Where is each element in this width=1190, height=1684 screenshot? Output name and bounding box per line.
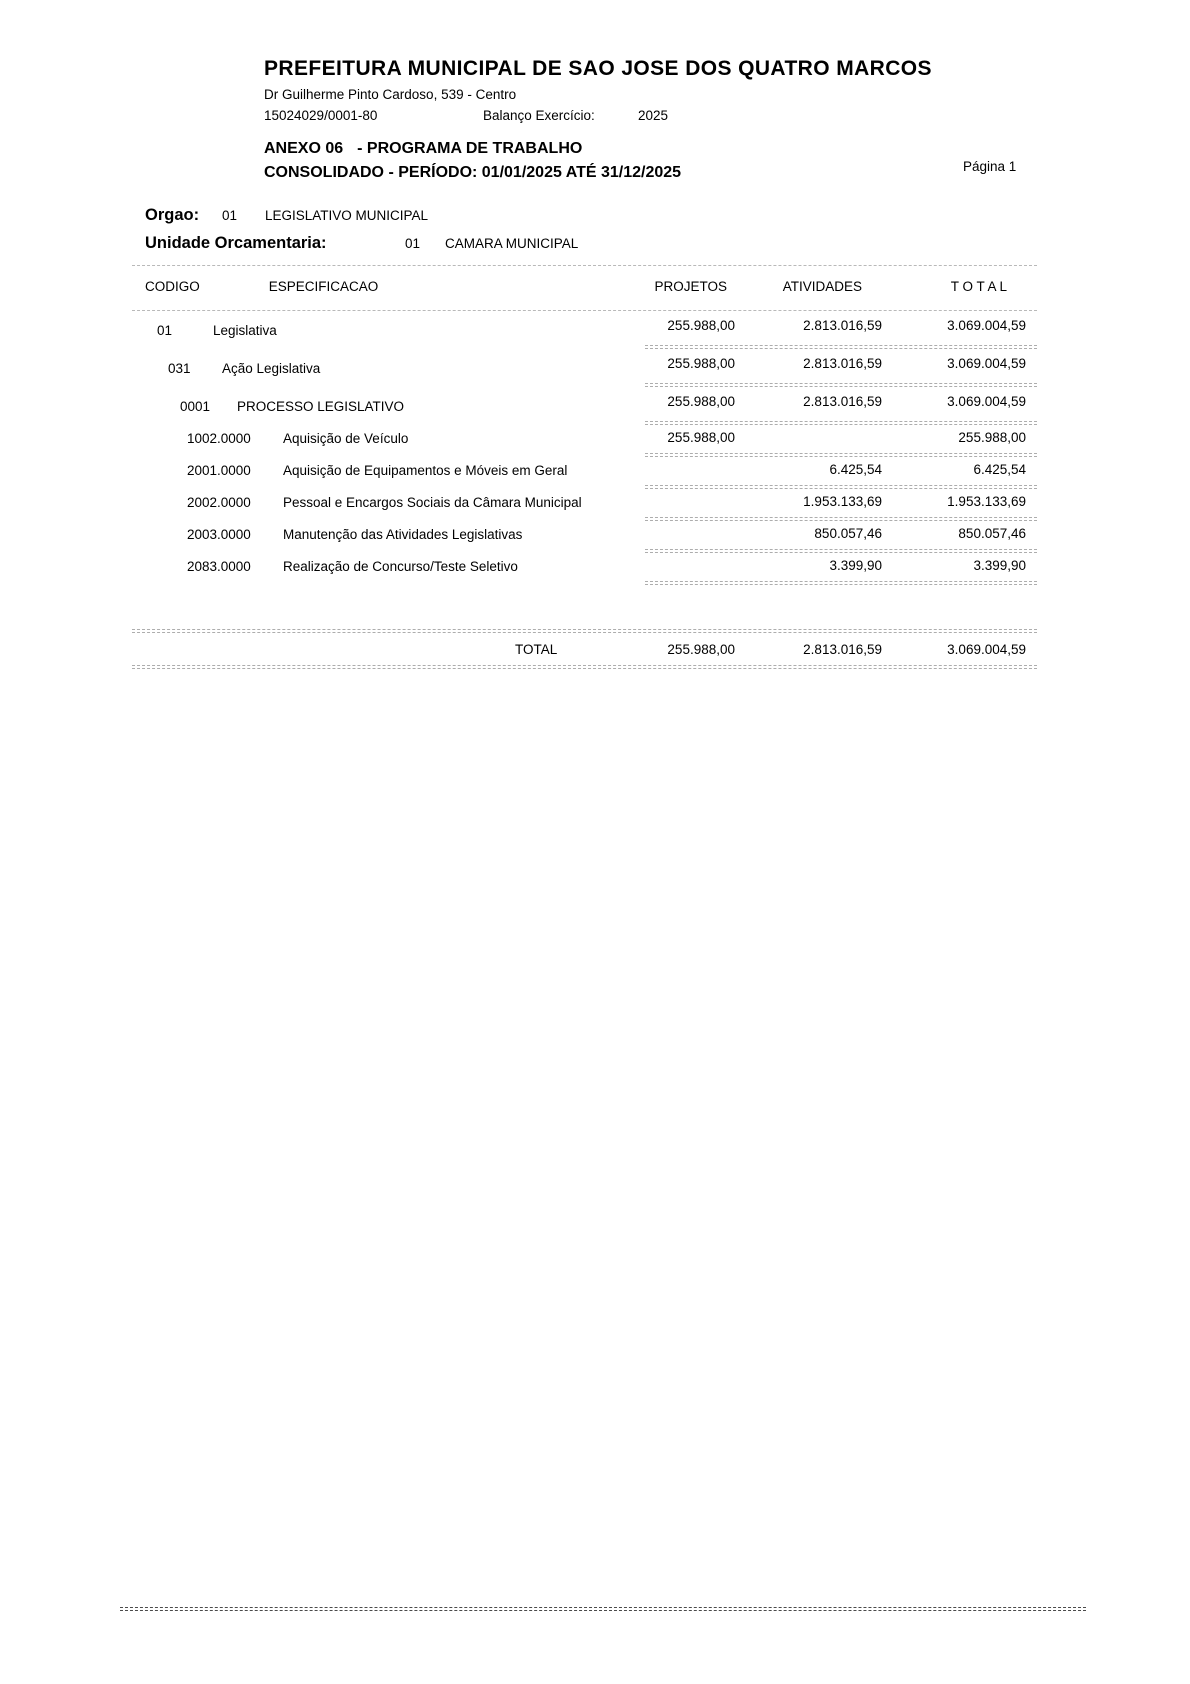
- organ-label: Orgao:: [145, 206, 200, 224]
- table-row: [145, 463, 1037, 483]
- row-separator: [645, 517, 1037, 521]
- table-row: [145, 495, 1037, 515]
- budget-unit-line: [145, 234, 1037, 253]
- total-label: TOTAL: [515, 642, 558, 657]
- separator-line: [132, 310, 1037, 311]
- row-projetos: 255.988,00: [667, 394, 735, 409]
- total-row: [145, 642, 1037, 662]
- column-header-total: T O T A L: [950, 279, 1007, 294]
- row-spec: PROCESSO LEGISLATIVO: [237, 399, 405, 414]
- total-atividades: 2.813.016,59: [803, 642, 882, 657]
- row-projetos: 255.988,00: [667, 356, 735, 371]
- row-label: [145, 323, 555, 343]
- total-separator-bottom: [132, 665, 1037, 669]
- registration-line: [264, 108, 1054, 123]
- row-projetos: [555, 494, 735, 514]
- column-header-especificacao: ESPECIFICACAO: [268, 279, 379, 294]
- row-total: 6.425,54: [973, 462, 1026, 477]
- budget-unit-code: 01: [405, 236, 421, 251]
- row-label: [145, 399, 555, 419]
- row-code: 0001: [180, 399, 211, 414]
- budget-unit-name: CAMARA MUNICIPAL: [445, 236, 579, 251]
- table-header-row: [145, 279, 1037, 296]
- row-atividades: 1.953.133,69: [803, 494, 882, 509]
- row-atividades: 2.813.016,59: [803, 356, 882, 371]
- row-projetos: [555, 526, 735, 546]
- row-atividades: 6.425,54: [829, 462, 882, 477]
- table-row: [145, 394, 1037, 419]
- page-number: Página 1: [963, 159, 1017, 174]
- row-spec: Realização de Concurso/Teste Seletivo: [283, 559, 518, 574]
- report-header: [264, 57, 1054, 182]
- row-spec: Ação Legislativa: [222, 361, 321, 376]
- table-row: [145, 431, 1037, 451]
- organ-code: 01: [222, 208, 238, 223]
- table-row: [145, 527, 1037, 547]
- row-total: 850.057,46: [958, 526, 1026, 541]
- row-label: [145, 527, 555, 547]
- row-label: [145, 495, 582, 515]
- row-projetos: [555, 462, 735, 482]
- table-header-labels: [145, 279, 555, 296]
- work-program-table: [145, 265, 1037, 669]
- row-projetos: 255.988,00: [667, 430, 735, 445]
- row-code: 1002.0000: [187, 431, 251, 446]
- row-code: 2003.0000: [187, 527, 251, 542]
- municipality-title: PREFEITURA MUNICIPAL DE SAO JOSE DOS QUATRO MARCOS: [264, 57, 932, 80]
- column-header-projetos: PROJETOS: [654, 279, 727, 294]
- row-total: 1.953.133,69: [947, 494, 1026, 509]
- separator-line: [132, 265, 1037, 266]
- row-label: [145, 361, 555, 381]
- row-atividades: [735, 430, 882, 450]
- row-total: 255.988,00: [958, 430, 1026, 445]
- column-header-codigo: CODIGO: [145, 279, 200, 294]
- balance-exercise-year: 2025: [638, 108, 669, 123]
- organ-name: LEGISLATIVO MUNICIPAL: [265, 208, 429, 223]
- row-code: 2002.0000: [187, 495, 251, 510]
- total-label-cell: [145, 642, 558, 662]
- row-code: 031: [168, 361, 191, 376]
- annex-title: - PROGRAMA DE TRABALHO: [357, 140, 583, 157]
- row-separator: [645, 453, 1037, 457]
- row-label: [145, 431, 555, 451]
- municipality-address: Dr Guilherme Pinto Cardoso, 539 - Centro: [264, 87, 517, 102]
- row-spec: Aquisição de Equipamentos e Móveis em Geral: [283, 463, 568, 478]
- row-separator: [645, 581, 1037, 585]
- row-projetos: [555, 558, 735, 578]
- row-total: 3.069.004,59: [947, 356, 1026, 371]
- row-projetos: 255.988,00: [667, 318, 735, 333]
- table-row: [145, 356, 1037, 381]
- row-atividades: 850.057,46: [814, 526, 882, 541]
- row-label: [145, 559, 555, 579]
- row-total: 3.069.004,59: [947, 318, 1026, 333]
- table-row: [145, 318, 1037, 343]
- row-spec: Pessoal e Encargos Sociais da Câmara Municipal: [283, 495, 582, 510]
- period-line: CONSOLIDADO - PERÍODO: 01/01/2025 ATÉ 31/12/2025: [264, 164, 682, 181]
- total-separator-top: [132, 629, 1037, 633]
- row-separator: [645, 345, 1037, 349]
- row-code: 2083.0000: [187, 559, 251, 574]
- column-header-atividades: ATIVIDADES: [782, 279, 862, 294]
- row-code: 2001.0000: [187, 463, 251, 478]
- organ-block: [145, 206, 1037, 253]
- registration-number: 15024029/0001-80: [264, 108, 378, 123]
- annex-label: ANEXO 06: [264, 140, 344, 157]
- total-projetos: 255.988,00: [667, 642, 735, 657]
- row-atividades: 3.399,90: [829, 558, 882, 573]
- row-spec: Aquisição de Veículo: [283, 431, 409, 446]
- table-row: [145, 559, 1037, 579]
- row-atividades: 2.813.016,59: [803, 318, 882, 333]
- row-spec: Manutenção das Atividades Legislativas: [283, 527, 523, 542]
- row-separator: [645, 549, 1037, 553]
- row-total: 3.399,90: [973, 558, 1026, 573]
- budget-unit-label: Unidade Orcamentaria:: [145, 234, 327, 252]
- row-separator: [645, 383, 1037, 387]
- row-spec: Legislativa: [213, 323, 277, 338]
- row-total: 3.069.004,59: [947, 394, 1026, 409]
- row-code: 01: [157, 323, 173, 338]
- annex-line: [264, 140, 1054, 158]
- row-atividades: 2.813.016,59: [803, 394, 882, 409]
- total-total: 3.069.004,59: [947, 642, 1026, 657]
- organ-line: [145, 206, 1037, 225]
- row-separator: [645, 421, 1037, 425]
- row-label: [145, 463, 568, 483]
- balance-exercise-label: Balanço Exercício:: [483, 108, 595, 123]
- row-separator: [645, 485, 1037, 489]
- page-footer-separator: [120, 1607, 1086, 1611]
